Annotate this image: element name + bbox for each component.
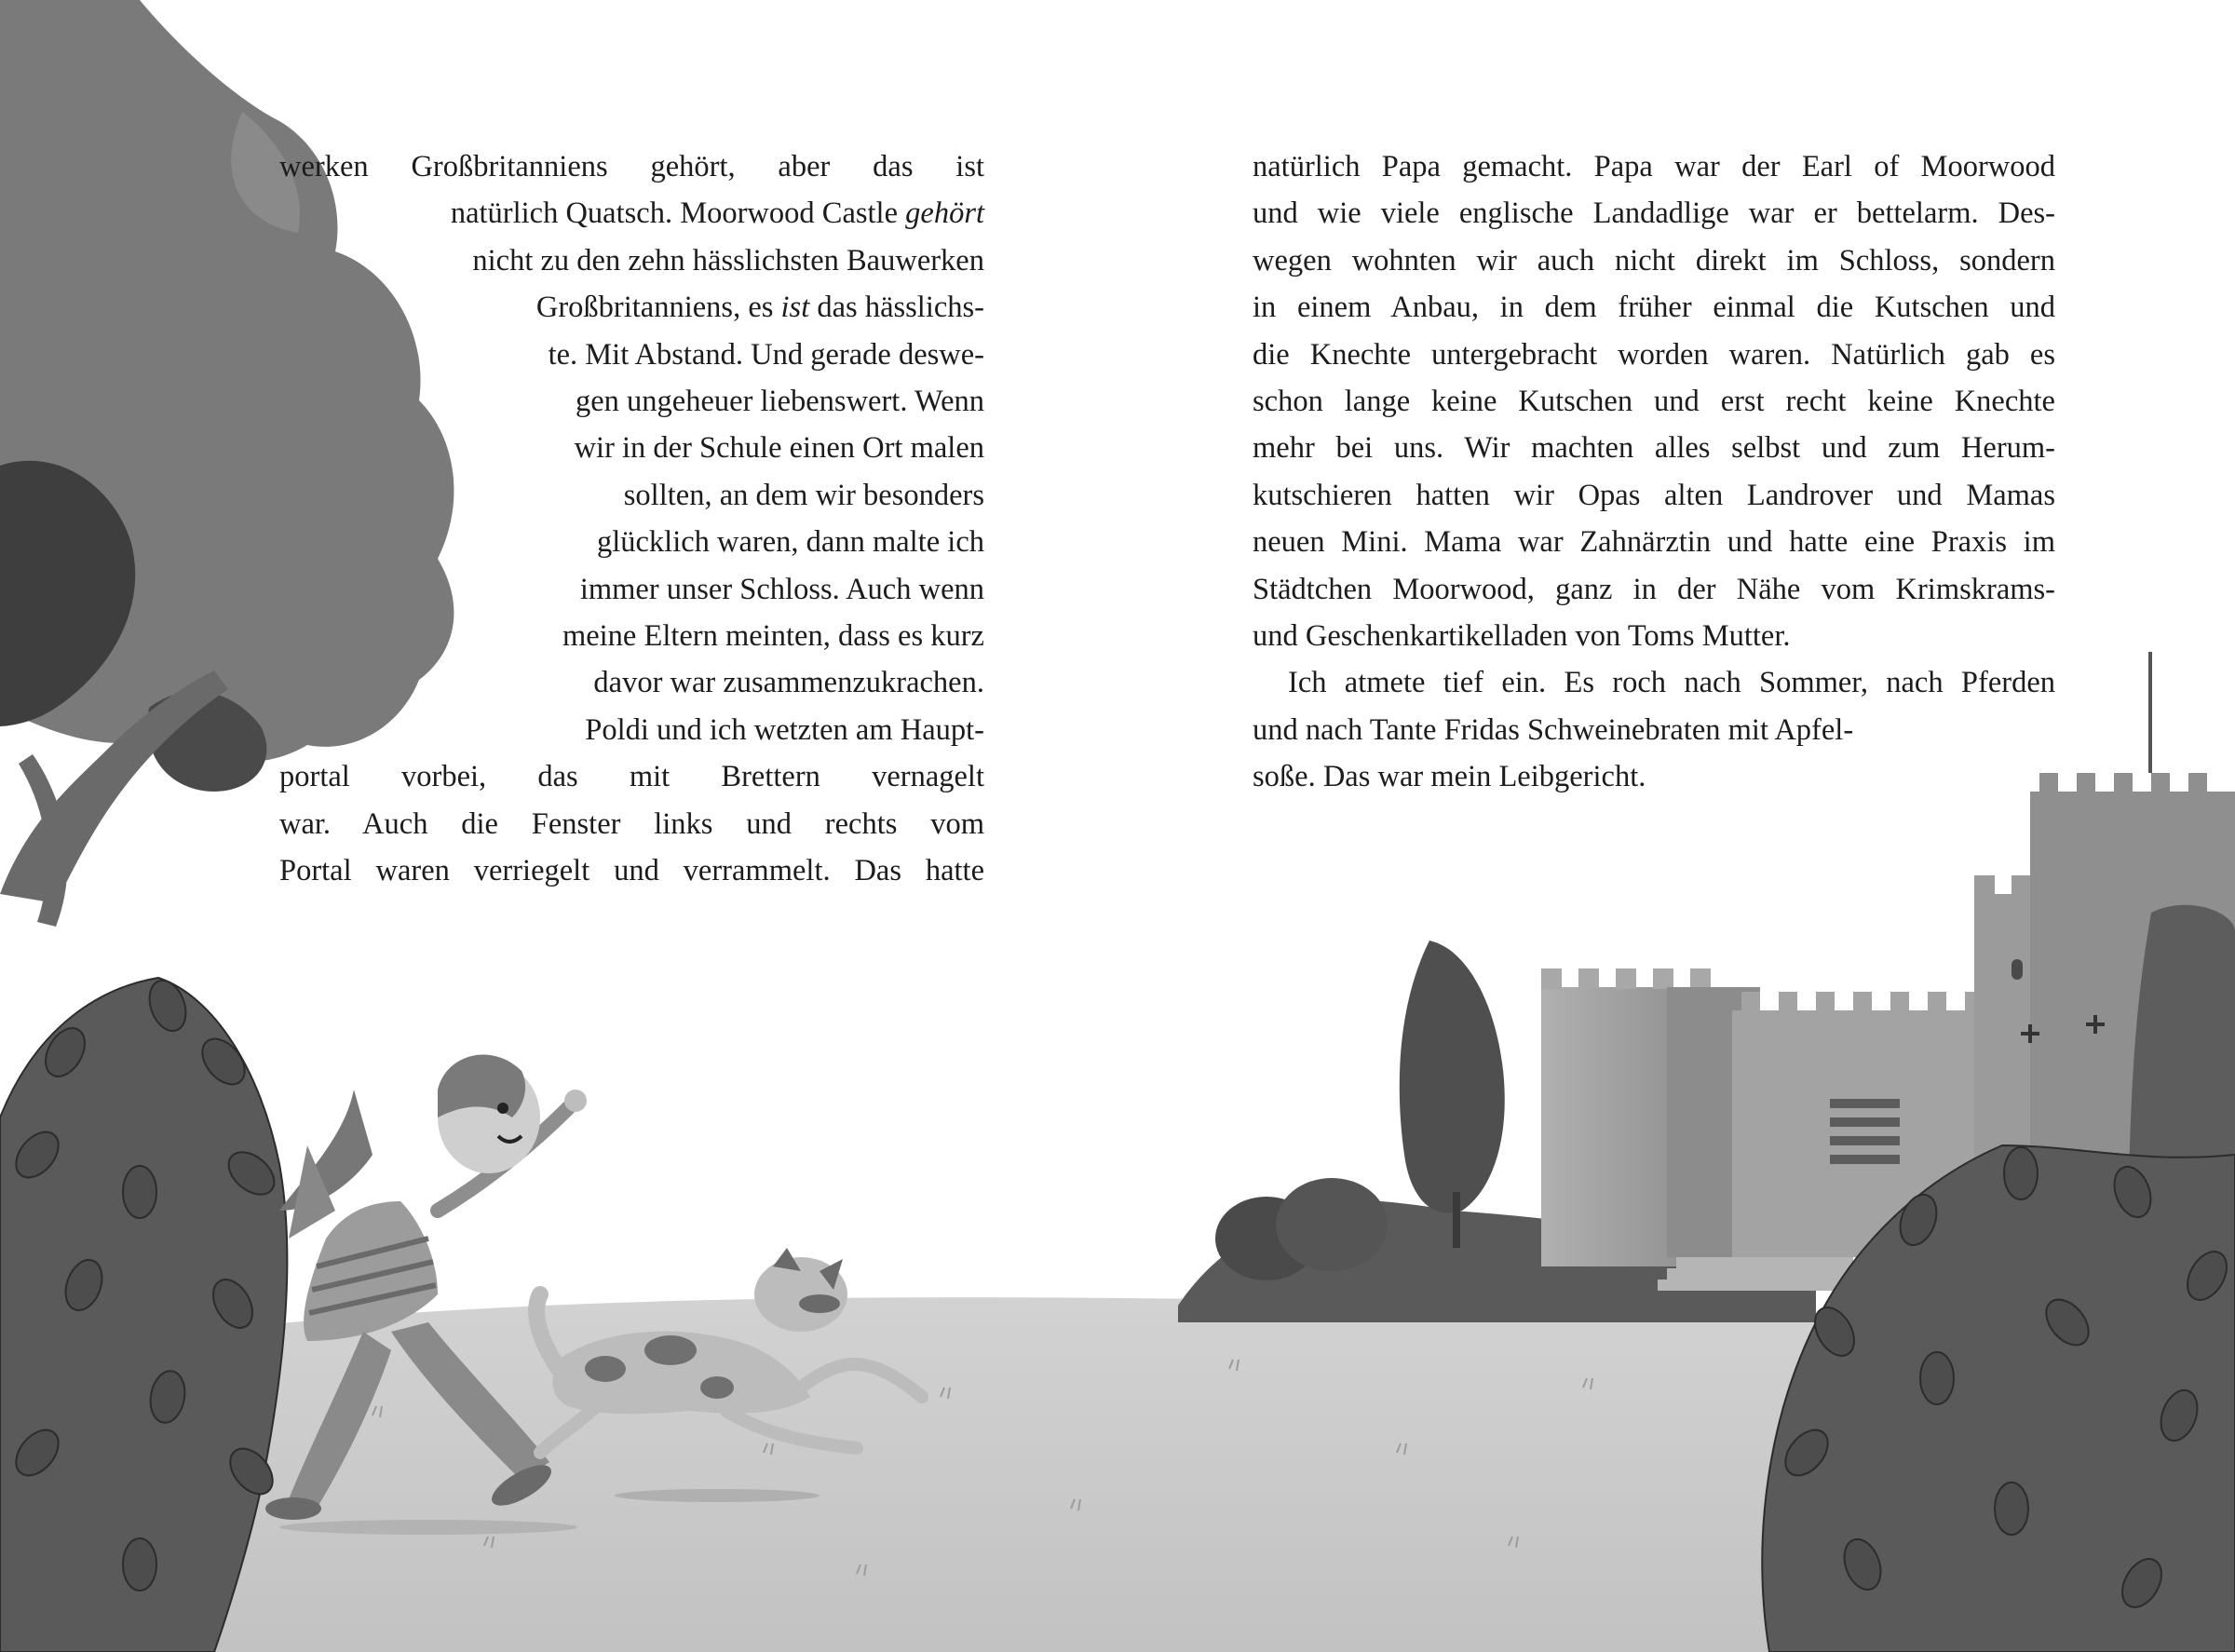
text-line: Großbritanniens, es ist das hässlichs-: [535, 291, 984, 325]
text-line: soße. Das war mein Leibgericht.: [1253, 760, 1646, 794]
text-line: Poldi und ich wetzten am Haupt-: [585, 712, 984, 747]
left-bush: [0, 976, 287, 1652]
text-line: te. Mit Abstand. Und gerade deswe-: [548, 337, 984, 372]
text-line: sollten, an dem wir besonders: [623, 478, 984, 512]
left-page-text: [279, 143, 984, 895]
text-line: neuen Mini. Mama war Zahnärztin und hatte eine Praxis im: [1253, 525, 2055, 560]
text-line: wir in der Schule einen Ort malen: [574, 431, 984, 466]
text-line: natürlich Papa gemacht. Papa war der Earl of Moorwood: [1253, 150, 2055, 183]
text-line: und nach Tante Fridas Schweinebraten mit Apfel-: [1253, 712, 1854, 747]
text-line: glücklich waren, dann malte ich: [596, 525, 984, 560]
text-line: und wie viele englische Landadlige war er bettelarm. Des-: [1253, 196, 2055, 231]
text-line: mehr bei uns. Wir machten alles selbst und zum Herum-: [1253, 431, 2055, 466]
text-line: die Knechte untergebracht worden waren. Natürlich gab es: [1253, 337, 2055, 372]
text-line: war. Auch die Fenster links und rechts vom: [279, 806, 984, 841]
text-line: nicht zu den zehn hässlichsten Bauwerken: [472, 243, 984, 278]
text-line: in einem Anbau, in dem früher einmal die Kutschen und: [1253, 291, 2055, 325]
text-line: Ich atmete tief ein. Es roch nach Sommer, nach Pferden: [1288, 666, 2055, 700]
text-line: schon lange keine Kutschen und erst recht keine Knechte: [1253, 385, 2055, 419]
text-line: Städtchen Moorwood, ganz in der Nähe vom Krimskrams-: [1253, 572, 2055, 606]
text-line: und Geschenkartikelladen von Toms Mutter.: [1253, 619, 1791, 654]
text-line: wegen wohnten wir auch nicht direkt im Schloss, sondern: [1253, 243, 2055, 278]
text-line: davor war zusammenzukrachen.: [593, 666, 984, 700]
right-page-text: [1253, 143, 2055, 801]
text-line: natürlich Quatsch. Moorwood Castle gehört: [450, 196, 984, 231]
text-line: portal vorbei, das mit Brettern vernagelt: [279, 760, 984, 794]
text-line: meine Eltern meinten, dass es kurz: [562, 619, 984, 654]
text-line: gen ungeheuer liebenswert. Wenn: [576, 385, 984, 419]
text-line: immer unser Schloss. Auch wenn: [579, 572, 984, 606]
text-line: Portal waren verriegelt und verrammelt. Das hatte: [279, 854, 984, 888]
text-line: werken Großbritanniens gehört, aber das ist: [279, 150, 984, 183]
text-line: kutschieren hatten wir Opas alten Landrover und Mamas: [1253, 478, 2055, 512]
